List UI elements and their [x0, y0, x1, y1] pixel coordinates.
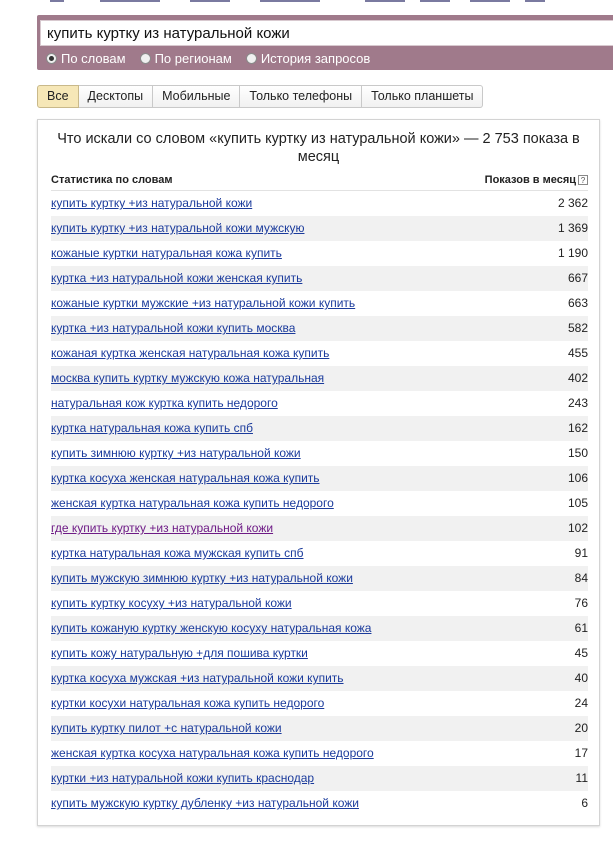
phrase-link[interactable]: москва купить куртку мужскую кожа натуральная [51, 371, 325, 385]
impressions-count: 84 [574, 571, 588, 585]
table-row [51, 441, 588, 466]
impressions-count: 162 [567, 421, 588, 435]
impressions-count: 11 [575, 771, 588, 785]
radio-dot-icon [46, 53, 57, 64]
phrase-link[interactable]: куртка натуральная кожа мужская купить спб [51, 546, 304, 560]
column-header-count [485, 174, 588, 186]
table-row [51, 741, 588, 766]
phrase-link[interactable]: куртки +из натуральной кожи купить краснодар [51, 771, 315, 785]
table-row [51, 766, 588, 791]
table-row [51, 466, 588, 491]
impressions-count: 1 190 [557, 246, 588, 260]
radio-by-regions[interactable] [140, 51, 232, 66]
table-row [51, 191, 588, 216]
search-bar [37, 15, 613, 70]
column-header-count-label: Показов в месяц [484, 174, 576, 186]
table-row [51, 491, 588, 516]
phrase-link[interactable]: купить кожаную куртку женскую косуху натуральная кожа [51, 621, 372, 635]
panel-title: Что искали со словом «купить куртку из натуральной кожи» — 2 753 показа в месяц [57, 131, 580, 165]
impressions-count: 402 [567, 371, 588, 385]
stats-panel [37, 119, 600, 826]
table-row [51, 716, 588, 741]
tab-phones-only[interactable]: Только телефоны [240, 85, 362, 108]
impressions-count: 663 [567, 296, 588, 310]
phrase-link[interactable]: купить мужскую зимнюю куртку +из натуральной кожи [51, 571, 353, 585]
impressions-count: 24 [574, 696, 588, 710]
phrase-link[interactable]: купить мужскую куртку дубленку +из натуральной кожи [51, 796, 359, 810]
radio-label: История запросов [260, 51, 371, 66]
radio-label: По словам [61, 51, 126, 66]
phrase-link[interactable]: куртка +из натуральной кожи женская купить [51, 271, 303, 285]
table-row [51, 341, 588, 366]
impressions-count: 102 [567, 521, 588, 535]
table-row [51, 266, 588, 291]
impressions-count: 76 [574, 596, 588, 610]
phrase-link[interactable]: кожаная куртка женская натуральная кожа купить [51, 346, 330, 360]
impressions-count: 6 [581, 796, 588, 810]
table-row [51, 516, 588, 541]
tab-mobile[interactable]: Мобильные [153, 85, 240, 108]
impressions-count: 243 [567, 396, 588, 410]
table-row [51, 666, 588, 691]
phrase-link[interactable]: куртки косухи натуральная кожа купить недорого [51, 696, 325, 710]
impressions-count: 40 [574, 671, 588, 685]
table-row [51, 366, 588, 391]
phrase-link[interactable]: кожаные куртки мужские +из натуральной кожи купить [51, 296, 356, 310]
phrase-link[interactable]: купить куртку косуху +из натуральной кожи [51, 596, 292, 610]
table-row [51, 691, 588, 716]
table-row [51, 241, 588, 266]
table-header [51, 174, 588, 191]
search-input[interactable] [40, 20, 613, 46]
radio-history[interactable] [246, 51, 371, 66]
phrase-link[interactable]: женская куртка натуральная кожа купить недорого [51, 496, 334, 510]
radio-by-words[interactable] [46, 51, 126, 66]
impressions-count: 106 [567, 471, 588, 485]
device-tabs [37, 85, 483, 108]
table-row [51, 391, 588, 416]
impressions-count: 667 [567, 271, 588, 285]
impressions-count: 20 [574, 721, 588, 735]
column-header-phrase: Статистика по словам [51, 174, 173, 186]
radio-label: По регионам [154, 51, 232, 66]
radio-dot-icon [140, 53, 151, 64]
table-row [51, 641, 588, 666]
phrase-link[interactable]: натуральная кож куртка купить недорого [51, 396, 278, 410]
table-row [51, 216, 588, 241]
phrase-link[interactable]: куртка +из натуральной кожи купить москва [51, 321, 296, 335]
phrase-link[interactable]: куртка косуха женская натуральная кожа купить [51, 471, 320, 485]
table-row [51, 291, 588, 316]
impressions-count: 45 [574, 646, 588, 660]
impressions-count: 455 [567, 346, 588, 360]
table-row [51, 316, 588, 341]
tab-desktops[interactable]: Десктопы [79, 85, 154, 108]
radio-dot-icon [246, 53, 257, 64]
phrase-link[interactable]: купить куртку +из натуральной кожи мужскую [51, 221, 305, 235]
impressions-count: 91 [574, 546, 588, 560]
impressions-count: 2 362 [557, 196, 588, 210]
phrase-link[interactable]: купить зимнюю куртку +из натуральной кожи [51, 446, 301, 460]
search-mode-radios [46, 50, 384, 67]
tab-tablets-only[interactable]: Только планшеты [362, 85, 483, 108]
stats-table [51, 191, 588, 816]
phrase-link[interactable]: купить куртку +из натуральной кожи [51, 196, 253, 210]
tab-all[interactable]: Все [37, 85, 79, 108]
impressions-count: 61 [574, 621, 588, 635]
impressions-count: 17 [574, 746, 588, 760]
phrase-link[interactable]: кожаные куртки натуральная кожа купить [51, 246, 282, 260]
table-row [51, 566, 588, 591]
impressions-count: 582 [567, 321, 588, 335]
phrase-link[interactable]: купить куртку пилот +с натуральной кожи [51, 721, 282, 735]
impressions-count: 150 [567, 446, 588, 460]
impressions-count: 1 369 [557, 221, 588, 235]
top-nav-strip [0, 0, 613, 6]
table-row [51, 591, 588, 616]
phrase-link[interactable]: женская куртка косуха натуральная кожа купить недорого [51, 746, 374, 760]
help-icon[interactable]: ? [578, 175, 588, 185]
table-row [51, 791, 588, 816]
phrase-link[interactable]: купить кожу натуральную +для пошива куртки [51, 646, 308, 660]
phrase-link[interactable]: куртка натуральная кожа купить спб [51, 421, 253, 435]
table-row [51, 416, 588, 441]
phrase-link[interactable]: куртка косуха мужская +из натуральной кожи купить [51, 671, 344, 685]
impressions-count: 105 [567, 496, 588, 510]
phrase-link[interactable]: где купить куртку +из натуральной кожи [51, 521, 274, 535]
table-row [51, 541, 588, 566]
table-row [51, 616, 588, 641]
